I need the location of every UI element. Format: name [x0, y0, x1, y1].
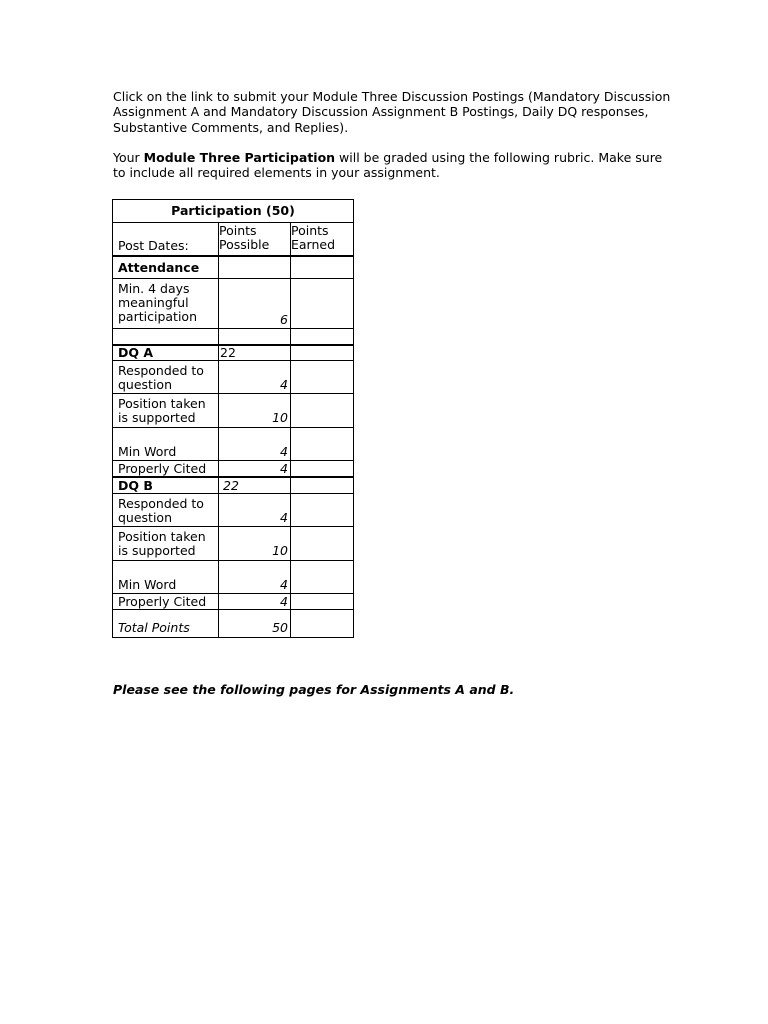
table-row	[113, 344, 353, 360]
row-points-possible	[219, 329, 291, 344]
assignments-note: Please see the following pages for Assignments A and B.	[113, 682, 515, 697]
table-row	[113, 460, 353, 476]
row-label: Min. 4 days meaningful participation	[113, 279, 219, 328]
intro-paragraph: Click on the link to submit your Module Three Discussion Postings (Mandatory Discussion Assignment A and Mandatory Discussion Assignment B Postings, Daily DQ responses, Substantive Comments, and Replies).	[113, 89, 671, 135]
row-label: Responded to question	[113, 494, 219, 526]
row-points-possible: 4	[219, 561, 291, 593]
row-points-possible: 10	[219, 394, 291, 427]
header-points-earned: Points Earned	[291, 223, 336, 252]
row-label: Properly Cited	[113, 461, 219, 476]
row-points-possible	[219, 257, 291, 278]
rubric-title-row	[113, 200, 353, 222]
row-points-possible: 4	[219, 461, 291, 476]
total-points-earned	[291, 610, 353, 637]
row-points-earned	[291, 394, 353, 427]
row-points-earned	[291, 329, 353, 344]
row-points-earned	[291, 361, 353, 393]
row-label: Properly Cited	[113, 594, 219, 609]
total-label: Total Points	[113, 610, 219, 637]
row-points-earned	[291, 478, 353, 493]
row-label: Position taken is supported	[113, 527, 219, 560]
row-label: Min Word	[113, 428, 219, 460]
table-row	[113, 593, 353, 609]
rubric-table	[112, 199, 354, 638]
row-label: Responded to question	[113, 361, 219, 393]
row-points-possible: 4	[219, 361, 291, 393]
row-points-earned	[291, 346, 353, 360]
row-label: Min Word	[113, 561, 219, 593]
row-points-possible: 6	[219, 279, 291, 328]
row-points-earned	[291, 279, 353, 328]
table-row	[113, 560, 353, 593]
table-row	[113, 526, 353, 560]
rubric-title: Participation (50)	[171, 203, 295, 218]
row-points-possible: 4	[219, 428, 291, 460]
grading-suffix: will be graded using the following rubric. Make sure to include all required elements in your assignment.	[113, 150, 663, 181]
row-label	[113, 329, 219, 344]
table-row	[113, 427, 353, 460]
row-points-earned	[291, 494, 353, 526]
row-points-earned	[291, 461, 353, 476]
row-points-possible: 22	[219, 478, 291, 493]
table-row	[113, 328, 353, 344]
row-points-earned	[291, 428, 353, 460]
table-row	[113, 255, 353, 278]
table-row	[113, 493, 353, 526]
rubric-header-row	[113, 222, 353, 255]
row-points-earned	[291, 527, 353, 560]
row-points-earned	[291, 561, 353, 593]
header-points-possible: Points Possible	[219, 223, 291, 255]
header-post-dates: Post Dates:	[113, 223, 219, 255]
table-row-total	[113, 609, 353, 637]
row-label: Position taken is supported	[113, 394, 219, 427]
table-row	[113, 393, 353, 427]
table-row	[113, 278, 353, 328]
grading-bold-text: Module Three Participation	[143, 150, 336, 165]
row-label: Attendance	[113, 257, 219, 278]
total-points-possible: 50	[219, 610, 291, 637]
row-points-possible: 4	[219, 594, 291, 609]
row-label: DQ A	[113, 346, 219, 360]
table-row	[113, 360, 353, 393]
row-points-earned	[291, 257, 353, 278]
row-points-possible: 10	[219, 527, 291, 560]
grading-prefix: Your	[113, 150, 144, 165]
row-label: DQ B	[113, 478, 219, 493]
row-points-possible: 22	[219, 346, 291, 360]
row-points-possible: 4	[219, 494, 291, 526]
row-points-earned	[291, 594, 353, 609]
grading-paragraph	[113, 150, 673, 181]
table-row	[113, 476, 353, 493]
